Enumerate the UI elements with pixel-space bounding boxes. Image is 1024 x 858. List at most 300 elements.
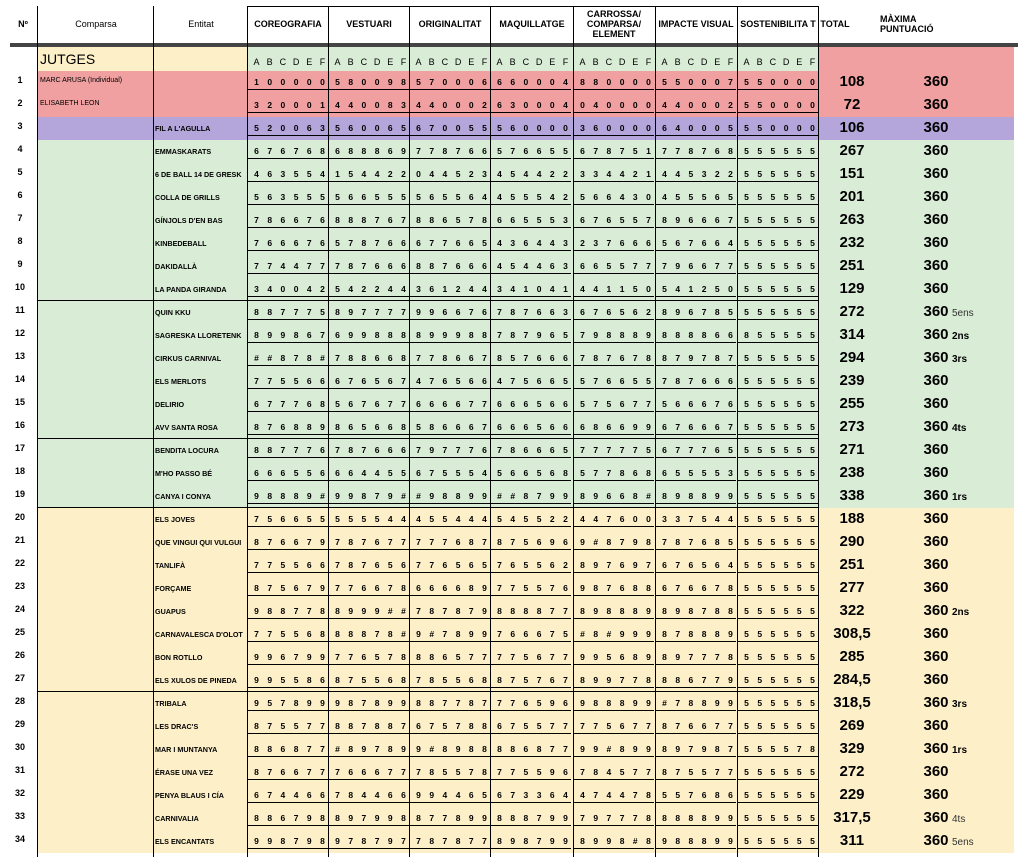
score-underline <box>248 572 328 573</box>
entity-name: M'HO PASSO BÉ <box>155 469 213 478</box>
score-digit: 5 <box>757 790 763 800</box>
score-digit: 8 <box>348 560 354 570</box>
score-digit: 5 <box>497 514 502 524</box>
score-digit: 9 <box>254 606 259 616</box>
score-digit: 9 <box>632 560 638 570</box>
score-digit: 6 <box>416 238 421 248</box>
score-digit: 8 <box>335 813 340 823</box>
header-bar <box>10 43 1018 47</box>
score-digit: 7 <box>662 537 667 547</box>
score-digit: 6 <box>619 652 625 662</box>
score-digit: 2 <box>468 169 474 179</box>
score-digit: 8 <box>374 721 380 731</box>
score-digit: 8 <box>361 491 367 501</box>
entity-name: MAR I MUNTANYA <box>155 745 218 754</box>
score-digit: 8 <box>361 353 367 363</box>
score-digit: 7 <box>619 813 625 823</box>
score-underline <box>738 227 818 228</box>
score-underline <box>656 342 736 343</box>
score-digit: 5 <box>293 721 299 731</box>
score-digit: 9 <box>401 698 406 708</box>
score-digit: 7 <box>606 445 612 455</box>
score-digit: 5 <box>468 123 474 133</box>
score-digit: 6 <box>374 560 380 570</box>
score-digit: 6 <box>306 146 312 156</box>
score-underline <box>574 480 654 481</box>
score-digit: 4 <box>593 100 599 110</box>
score-digit: 8 <box>429 261 435 271</box>
score-digit: 2 <box>580 238 585 248</box>
score-digit: 9 <box>387 77 393 87</box>
score-digit: 5 <box>348 169 354 179</box>
score-digit: 5 <box>744 721 749 731</box>
score-underline <box>738 342 818 343</box>
score-digit: 7 <box>335 560 340 570</box>
score-digit: 7 <box>523 353 529 363</box>
score-digit: 8 <box>675 813 681 823</box>
score-underline <box>491 595 571 596</box>
row-number: 18 <box>14 466 25 476</box>
score-digit: 8 <box>675 675 681 685</box>
score-digit: # <box>335 744 340 754</box>
score-digit: 8 <box>714 629 720 639</box>
score-digit: 2 <box>563 514 568 524</box>
score-digit: 7 <box>563 721 568 731</box>
score-digit: 8 <box>688 813 694 823</box>
entity-name: QUE VINGUI QUI VULGUI <box>155 538 242 547</box>
score-underline <box>410 135 490 136</box>
score-digit: 5 <box>770 399 776 409</box>
score-digit: 6 <box>468 675 474 685</box>
score-digit: 9 <box>429 790 435 800</box>
score-digit: 5 <box>770 491 776 501</box>
score-digit: 5 <box>523 537 529 547</box>
score-digit: 8 <box>662 813 667 823</box>
row-number: 29 <box>14 719 25 729</box>
score-digit: 8 <box>374 698 380 708</box>
score-digit: 6 <box>662 445 667 455</box>
score-underline <box>656 227 736 228</box>
score-underline <box>574 250 654 251</box>
score-digit: 9 <box>646 422 651 432</box>
score-digit: 2 <box>563 560 568 570</box>
score-digit: 6 <box>580 307 585 317</box>
score-digit: 8 <box>714 537 720 547</box>
score-digit: 0 <box>810 123 815 133</box>
judge-letter: A <box>415 57 422 67</box>
score-digit: 6 <box>280 767 286 777</box>
score-digit: 0 <box>783 77 789 87</box>
score-digit: 6 <box>563 399 568 409</box>
score-digit: 6 <box>580 422 585 432</box>
score-underline <box>491 319 571 320</box>
score-digit: 5 <box>701 560 707 570</box>
judge-letter: A <box>496 57 503 67</box>
score-digit: 8 <box>662 606 667 616</box>
score-digit: 5 <box>810 146 815 156</box>
score-underline <box>491 434 571 435</box>
score-digit: 8 <box>361 146 367 156</box>
score-digit: 7 <box>401 721 406 731</box>
score-underline <box>329 112 409 113</box>
score-digit: 0 <box>320 77 325 87</box>
judge-letter: E <box>306 57 313 67</box>
score-underline <box>574 204 654 205</box>
total-score: 238 <box>839 464 865 481</box>
score-digit: 5 <box>523 675 529 685</box>
score-digit: 5 <box>320 307 325 317</box>
score-digit: 7 <box>619 675 625 685</box>
score-digit: 6 <box>549 330 555 340</box>
score-underline <box>656 204 736 205</box>
score-underline <box>656 158 736 159</box>
row-number: 5 <box>17 167 23 177</box>
score-digit: 7 <box>714 261 720 271</box>
score-digit: 5 <box>728 123 733 133</box>
score-digit: 8 <box>254 583 259 593</box>
score-digit: 2 <box>632 169 638 179</box>
score-digit: 6 <box>549 468 555 478</box>
score-digit: 8 <box>306 353 312 363</box>
header-num: Nº <box>18 19 28 29</box>
score-digit: 0 <box>688 100 694 110</box>
score-digit: 3 <box>593 238 599 248</box>
score-digit: 9 <box>714 698 720 708</box>
score-digit: 7 <box>701 606 707 616</box>
score-digit: 7 <box>523 330 529 340</box>
score-digit: 6 <box>280 468 286 478</box>
score-digit: 9 <box>348 330 354 340</box>
score-underline <box>738 526 818 527</box>
score-digit: 5 <box>254 192 259 202</box>
score-digit: 5 <box>688 468 694 478</box>
score-digit: 7 <box>549 652 555 662</box>
judge-letter: E <box>468 57 475 67</box>
score-digit: 0 <box>536 123 542 133</box>
score-digit: 6 <box>455 583 461 593</box>
score-digit: 9 <box>728 836 733 846</box>
score-digit: 5 <box>306 468 312 478</box>
score-digit: 7 <box>728 353 733 363</box>
score-digit: 7 <box>387 767 393 777</box>
score-digit: 6 <box>549 675 555 685</box>
score-digit: 0 <box>455 77 461 87</box>
score-digit: 7 <box>593 468 599 478</box>
score-underline <box>491 549 571 550</box>
score-digit: 8 <box>688 491 694 501</box>
score-digit: 0 <box>523 77 529 87</box>
score-digit: 7 <box>646 215 651 225</box>
score-underline <box>738 158 818 159</box>
score-digit: 5 <box>510 192 516 202</box>
score-digit: 7 <box>701 146 707 156</box>
score-digit: 6 <box>254 399 259 409</box>
score-digit: 8 <box>662 307 667 317</box>
score-digit: 7 <box>254 238 259 248</box>
score-underline <box>329 296 409 297</box>
score-digit: 7 <box>646 721 651 731</box>
score-digit: 2 <box>563 192 568 202</box>
score-underline <box>574 411 654 412</box>
score-digit: 8 <box>429 836 435 846</box>
score-digit: 7 <box>306 445 312 455</box>
score-underline <box>248 250 328 251</box>
score-digit: 5 <box>757 721 763 731</box>
score-digit: 5 <box>293 560 299 570</box>
score-underline <box>491 733 571 734</box>
score-digit: 6 <box>563 698 568 708</box>
score-digit: 9 <box>387 813 393 823</box>
score-underline <box>410 526 490 527</box>
score-digit: 6 <box>662 123 667 133</box>
score-digit: 7 <box>688 238 694 248</box>
entity-name: CARNAVALESCA D'OLOT <box>155 630 243 639</box>
score-digit: 8 <box>646 353 651 363</box>
score-digit: 5 <box>783 537 789 547</box>
score-digit: 5 <box>455 767 461 777</box>
score-digit: 5 <box>361 675 367 685</box>
score-digit: 5 <box>783 307 789 317</box>
score-digit: 1 <box>688 284 694 294</box>
row-number: 31 <box>14 765 25 775</box>
score-underline <box>491 687 571 688</box>
score-digit: 5 <box>387 192 393 202</box>
score-digit: 8 <box>497 813 502 823</box>
score-digit: 7 <box>714 583 720 593</box>
score-underline <box>574 158 654 159</box>
score-digit: 7 <box>646 767 651 777</box>
score-digit: 8 <box>335 307 340 317</box>
score-digit: 1 <box>320 100 325 110</box>
score-digit: 9 <box>580 698 585 708</box>
score-digit: 8 <box>662 330 667 340</box>
score-digit: 6 <box>387 238 393 248</box>
score-digit: 5 <box>744 353 749 363</box>
score-digit: 5 <box>580 192 585 202</box>
score-digit: 5 <box>783 813 789 823</box>
score-digit: 8 <box>416 652 421 662</box>
score-digit: 5 <box>810 813 815 823</box>
score-digit: 8 <box>416 698 421 708</box>
score-digit: 0 <box>701 100 707 110</box>
score-digit: 4 <box>267 284 273 294</box>
score-digit: 6 <box>523 698 529 708</box>
score-digit: 7 <box>361 698 367 708</box>
score-digit: 0 <box>280 100 286 110</box>
score-digit: 3 <box>728 468 733 478</box>
score-digit: 5 <box>796 767 802 777</box>
score-digit: 5 <box>796 330 802 340</box>
row-number: 33 <box>14 811 25 821</box>
score-digit: 8 <box>468 537 474 547</box>
score-digit: 7 <box>606 560 612 570</box>
score-underline <box>410 572 490 573</box>
score-digit: 6 <box>688 560 694 570</box>
max-score: 360 <box>923 648 949 665</box>
score-underline <box>656 641 736 642</box>
score-digit: 7 <box>267 376 273 386</box>
score-underline <box>738 595 818 596</box>
score-digit: 3 <box>563 307 568 317</box>
row-number: 4 <box>17 144 23 154</box>
score-digit: 5 <box>783 238 789 248</box>
score-digit: 5 <box>563 445 568 455</box>
score-digit: 9 <box>563 813 568 823</box>
score-digit: 9 <box>606 836 612 846</box>
score-digit: 4 <box>675 169 681 179</box>
score-digit: 3 <box>482 169 487 179</box>
score-digit: 8 <box>320 813 325 823</box>
score-digit: 8 <box>497 836 502 846</box>
judge-letter: D <box>700 57 708 67</box>
entity-name: CARNIVALIA <box>155 814 199 823</box>
score-underline <box>738 825 818 826</box>
score-digit: 9 <box>254 698 259 708</box>
score-underline <box>491 89 571 90</box>
score-digit: 5 <box>632 215 638 225</box>
score-digit: 9 <box>549 813 555 823</box>
score-digit: # <box>646 491 651 501</box>
score-digit: 5 <box>744 445 749 455</box>
score-digit: 8 <box>416 215 421 225</box>
score-digit: 8 <box>662 675 667 685</box>
score-digit: 7 <box>306 744 312 754</box>
score-digit: 0 <box>619 123 625 133</box>
score-digit: 5 <box>401 123 406 133</box>
score-digit: 8 <box>267 215 273 225</box>
score-digit: 7 <box>482 698 487 708</box>
score-digit: 0 <box>523 100 529 110</box>
score-underline <box>410 342 490 343</box>
score-digit: 7 <box>468 606 474 616</box>
score-digit: 4 <box>416 376 421 386</box>
score-digit: 6 <box>606 422 612 432</box>
score-digit: 6 <box>549 399 555 409</box>
score-digit: 4 <box>401 514 406 524</box>
score-digit: 8 <box>714 606 720 616</box>
score-digit: 5 <box>549 215 555 225</box>
max-score: 360 <box>923 717 949 734</box>
header-total: TOTAL <box>820 19 850 29</box>
score-digit: 5 <box>770 537 776 547</box>
score-digit: 6 <box>267 192 273 202</box>
max-score: 360 <box>923 165 949 182</box>
max-score: 360 <box>923 763 949 780</box>
score-digit: 5 <box>796 537 802 547</box>
score-digit: 6 <box>348 123 354 133</box>
score-digit: 7 <box>510 675 516 685</box>
score-digit: 0 <box>374 123 380 133</box>
score-digit: 4 <box>675 100 681 110</box>
score-digit: 6 <box>455 399 461 409</box>
score-digit: 5 <box>662 399 667 409</box>
score-digit: 5 <box>442 192 448 202</box>
score-digit: 7 <box>320 767 325 777</box>
score-digit: 6 <box>497 790 502 800</box>
score-digit: 6 <box>468 192 474 202</box>
score-digit: 5 <box>293 192 299 202</box>
score-digit: 5 <box>361 422 367 432</box>
score-underline <box>248 319 328 320</box>
score-digit: 7 <box>662 146 667 156</box>
score-underline <box>656 250 736 251</box>
score-digit: 7 <box>510 767 516 777</box>
score-digit: 7 <box>416 560 421 570</box>
score-digit: 5 <box>757 491 763 501</box>
score-underline <box>248 848 328 849</box>
score-digit: 5 <box>563 330 568 340</box>
score-digit: 8 <box>593 767 599 777</box>
score-digit: 6 <box>468 261 474 271</box>
score-digit: 7 <box>306 307 312 317</box>
score-digit: 6 <box>523 238 529 248</box>
score-digit: 6 <box>497 721 502 731</box>
score-digit: 9 <box>416 744 421 754</box>
score-digit: 4 <box>348 284 354 294</box>
score-digit: 6 <box>563 537 568 547</box>
score-digit: 4 <box>619 790 625 800</box>
score-digit: 8 <box>429 698 435 708</box>
score-digit: 5 <box>335 123 340 133</box>
score-digit: 8 <box>662 652 667 662</box>
total-score: 284,5 <box>833 671 871 688</box>
score-digit: 6 <box>306 123 312 133</box>
score-digit: 5 <box>619 307 625 317</box>
score-digit: 2 <box>387 169 393 179</box>
score-digit: 9 <box>416 629 421 639</box>
score-digit: 8 <box>401 353 406 363</box>
judge-letter: C <box>279 57 287 67</box>
score-digit: 5 <box>770 353 776 363</box>
score-digit: 5 <box>783 583 789 593</box>
score-underline <box>656 388 736 389</box>
score-underline <box>738 204 818 205</box>
score-digit: 6 <box>468 790 474 800</box>
score-underline <box>738 365 818 366</box>
row-number: 9 <box>17 259 23 269</box>
score-digit: 7 <box>348 583 354 593</box>
score-underline <box>410 595 490 596</box>
score-digit: 8 <box>254 422 259 432</box>
score-digit: # <box>401 629 406 639</box>
score-digit: 4 <box>662 100 667 110</box>
score-digit: 3 <box>280 192 286 202</box>
score-digit: 8 <box>632 583 638 593</box>
score-underline <box>329 227 409 228</box>
score-digit: 6 <box>348 399 354 409</box>
score-digit: 4 <box>549 284 555 294</box>
score-digit: 8 <box>387 100 393 110</box>
score-underline <box>491 158 571 159</box>
score-digit: 5 <box>293 675 299 685</box>
score-digit: 7 <box>688 376 694 386</box>
score-digit: 5 <box>770 698 776 708</box>
score-digit: 5 <box>442 675 448 685</box>
score-digit: 2 <box>549 514 555 524</box>
header-carrossa: CARROSSA/ COMPARSA/ ELEMENT <box>586 9 642 39</box>
score-digit: 5 <box>744 698 749 708</box>
entity-name: EMMASKARATS <box>155 147 212 156</box>
score-digit: 5 <box>280 376 286 386</box>
judge-letter: D <box>373 57 381 67</box>
entity-name: LA PANDA GIRANDA <box>155 285 227 294</box>
score-digit: 4 <box>593 284 599 294</box>
score-digit: 6 <box>580 215 585 225</box>
entity-name: QUIN KKU <box>155 308 191 317</box>
score-digit: 8 <box>632 491 638 501</box>
score-digit: 6 <box>701 376 707 386</box>
score-digit: 5 <box>606 652 612 662</box>
